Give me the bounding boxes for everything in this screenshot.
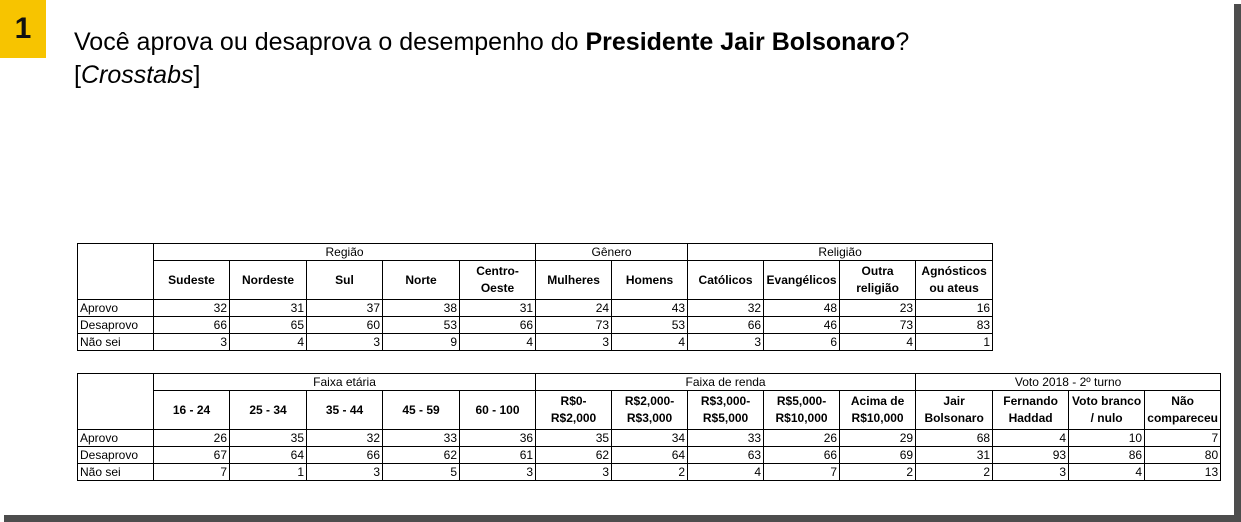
- table-cell: 3: [993, 464, 1069, 481]
- row-label: Aprovo: [78, 300, 154, 317]
- subtitle-open: [: [74, 61, 81, 89]
- column-header: R$2,000-R$3,000: [612, 391, 688, 430]
- group-header: Faixa etária: [154, 374, 536, 391]
- table-cell: 26: [764, 430, 840, 447]
- column-header: 35 - 44: [307, 391, 383, 430]
- table-cell: 83: [916, 317, 993, 334]
- table-cell: 3: [536, 334, 612, 351]
- table-cell: 13: [1145, 464, 1221, 481]
- table-row: [78, 300, 993, 317]
- row-label: Não sei: [78, 464, 154, 481]
- table-cell: 61: [460, 447, 536, 464]
- column-header: Nordeste: [230, 261, 307, 300]
- row-label: Não sei: [78, 334, 154, 351]
- table-cell: 33: [383, 430, 460, 447]
- row-label: Desaprovo: [78, 317, 154, 334]
- column-header: R$3,000-R$5,000: [688, 391, 764, 430]
- slide-shadow-bottom: [4, 515, 1241, 522]
- table-cell: 65: [230, 317, 307, 334]
- column-header: 25 - 34: [230, 391, 307, 430]
- table-cell: 4: [993, 430, 1069, 447]
- column-header: Centro-Oeste: [460, 261, 536, 300]
- column-header-row: [78, 261, 993, 300]
- table-cell: 2: [612, 464, 688, 481]
- table-cell: 66: [764, 447, 840, 464]
- table-cell: 68: [916, 430, 993, 447]
- table-cell: 4: [612, 334, 688, 351]
- group-header: Voto 2018 - 2º turno: [916, 374, 1221, 391]
- table-cell: 37: [307, 300, 383, 317]
- table-row: [78, 430, 1221, 447]
- table-cell: 46: [764, 317, 840, 334]
- table-cell: 66: [460, 317, 536, 334]
- table-cell: 3: [688, 334, 764, 351]
- column-header: Outra religião: [840, 261, 916, 300]
- title-line: [74, 26, 909, 59]
- table-cell: 38: [383, 300, 460, 317]
- column-header: Acima de R$10,000: [840, 391, 916, 430]
- group-header: Faixa de renda: [536, 374, 916, 391]
- table-cell: 2: [840, 464, 916, 481]
- column-header: Jair Bolsonaro: [916, 391, 993, 430]
- table-cell: 3: [460, 464, 536, 481]
- table-cell: 5: [383, 464, 460, 481]
- slide-number-badge: [0, 0, 46, 58]
- title-bold: Presidente Jair Bolsonaro: [585, 28, 896, 56]
- table-cell: 66: [307, 447, 383, 464]
- table-cell: 1: [916, 334, 993, 351]
- column-header: Sudeste: [154, 261, 230, 300]
- table-cell: 4: [1069, 464, 1145, 481]
- column-header: Norte: [383, 261, 460, 300]
- table-cell: 66: [688, 317, 764, 334]
- table-cell: 16: [916, 300, 993, 317]
- table-cell: 24: [536, 300, 612, 317]
- column-header: Voto branco / nulo: [1069, 391, 1145, 430]
- table-cell: 7: [764, 464, 840, 481]
- crosstab-table-2: [77, 373, 1221, 481]
- table-cell: 31: [460, 300, 536, 317]
- column-header: 45 - 59: [383, 391, 460, 430]
- table-cell: 3: [307, 334, 383, 351]
- slide-shadow-right: [1234, 4, 1241, 522]
- table-cell: 1: [230, 464, 307, 481]
- table-cell: 35: [536, 430, 612, 447]
- subtitle-line: [74, 59, 909, 92]
- table-cell: 3: [536, 464, 612, 481]
- column-header: Fernando Haddad: [993, 391, 1069, 430]
- table-cell: 48: [764, 300, 840, 317]
- corner-cell: [78, 374, 154, 430]
- table-row: [78, 317, 993, 334]
- column-header: 16 - 24: [154, 391, 230, 430]
- table-cell: 2: [916, 464, 993, 481]
- table-cell: 32: [154, 300, 230, 317]
- subtitle-close: ]: [193, 61, 201, 89]
- table-cell: 86: [1069, 447, 1145, 464]
- subtitle-italic: Crosstabs: [80, 61, 194, 89]
- table-cell: 62: [383, 447, 460, 464]
- page-title: [74, 26, 909, 92]
- column-header: 60 - 100: [460, 391, 536, 430]
- column-header: Evangélicos: [764, 261, 840, 300]
- table-cell: 10: [1069, 430, 1145, 447]
- group-header: Religião: [688, 244, 993, 261]
- table-cell: 3: [307, 464, 383, 481]
- table-cell: 32: [688, 300, 764, 317]
- table-cell: 66: [154, 317, 230, 334]
- row-label: Aprovo: [78, 430, 154, 447]
- column-header: Sul: [307, 261, 383, 300]
- table-row: [78, 447, 1221, 464]
- table-cell: 64: [230, 447, 307, 464]
- column-header: Não compareceu: [1145, 391, 1221, 430]
- table-cell: 7: [154, 464, 230, 481]
- table-cell: 43: [612, 300, 688, 317]
- group-header-row: [78, 374, 1221, 391]
- table-cell: 32: [307, 430, 383, 447]
- table-cell: 35: [230, 430, 307, 447]
- table-cell: 6: [764, 334, 840, 351]
- table-cell: 29: [840, 430, 916, 447]
- table-cell: 64: [612, 447, 688, 464]
- table-cell: 63: [688, 447, 764, 464]
- table-cell: 53: [612, 317, 688, 334]
- table-cell: 62: [536, 447, 612, 464]
- table-cell: 26: [154, 430, 230, 447]
- column-header: Católicos: [688, 261, 764, 300]
- group-header: Região: [154, 244, 536, 261]
- table-cell: 33: [688, 430, 764, 447]
- table-cell: 34: [612, 430, 688, 447]
- table-cell: 3: [154, 334, 230, 351]
- crosstab-table-1: [77, 243, 993, 351]
- column-header: Agnósticos ou ateus: [916, 261, 993, 300]
- table-cell: 7: [1145, 430, 1221, 447]
- title-prefix: Você aprova ou desaprova o desempenho do: [74, 28, 586, 56]
- table-cell: 9: [383, 334, 460, 351]
- table-cell: 60: [307, 317, 383, 334]
- column-header: Mulheres: [536, 261, 612, 300]
- table-cell: 31: [916, 447, 993, 464]
- table-cell: 4: [688, 464, 764, 481]
- table-cell: 23: [840, 300, 916, 317]
- table-cell: 73: [536, 317, 612, 334]
- column-header-row: [78, 391, 1221, 430]
- group-header-row: [78, 244, 993, 261]
- table-row: [78, 334, 993, 351]
- table-cell: 67: [154, 447, 230, 464]
- corner-cell: [78, 244, 154, 300]
- table-cell: 36: [460, 430, 536, 447]
- table-cell: 4: [840, 334, 916, 351]
- group-header: Gênero: [536, 244, 688, 261]
- table-cell: 80: [1145, 447, 1221, 464]
- table-cell: 93: [993, 447, 1069, 464]
- table-cell: 4: [460, 334, 536, 351]
- row-label: Desaprovo: [78, 447, 154, 464]
- column-header: R$5,000-R$10,000: [764, 391, 840, 430]
- table-cell: 53: [383, 317, 460, 334]
- title-suffix: ?: [895, 28, 910, 56]
- table-cell: 73: [840, 317, 916, 334]
- table-row: [78, 464, 1221, 481]
- table-cell: 69: [840, 447, 916, 464]
- column-header: Homens: [612, 261, 688, 300]
- column-header: R$0-R$2,000: [536, 391, 612, 430]
- slide-number: 1: [14, 12, 32, 45]
- table-cell: 31: [230, 300, 307, 317]
- table-cell: 4: [230, 334, 307, 351]
